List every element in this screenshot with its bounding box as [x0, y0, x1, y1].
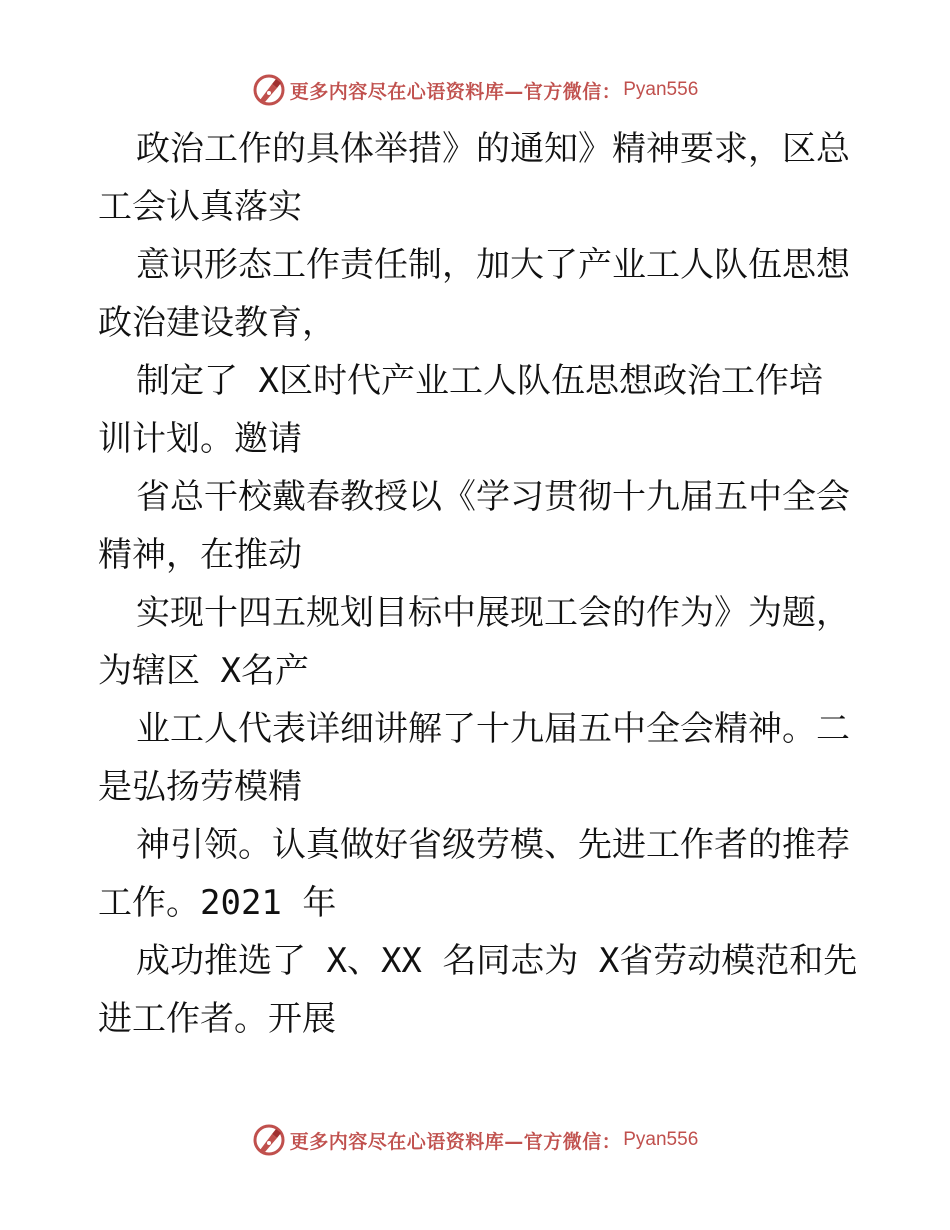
paragraph: [98, 932, 858, 1048]
document-body: [98, 120, 858, 1048]
paragraph-line: 制定了 X区时代产业工人队伍思想政治工作培: [136, 361, 823, 401]
paragraph: [98, 236, 858, 352]
paragraph-line: 为辖区 X名产: [98, 651, 309, 691]
paragraph: [98, 700, 858, 816]
paragraph-line: 工作。2021 年: [98, 883, 337, 923]
paragraph: [98, 584, 858, 700]
paragraph-line: 实现十四五规划目标中展现工会的作为》为题，: [136, 593, 850, 633]
paragraph: [98, 120, 858, 236]
paragraph-line: 成功推选了 X、XX 名同志为 X省劳动模范和先: [136, 941, 858, 981]
pen-nib-logo-icon: [252, 73, 286, 107]
paragraph: [98, 468, 858, 584]
paragraph-line: 政治建设教育，: [98, 303, 336, 343]
paragraph-line: 训计划。邀请: [98, 419, 302, 459]
paragraph: [98, 352, 858, 468]
banner-text: 更多内容尽在心语资料库—官方微信：: [289, 80, 622, 103]
paragraph-line: 政治工作的具体举措》的通知》精神要求，区总: [136, 129, 850, 169]
banner-brand: Pyan556: [623, 1129, 699, 1150]
paragraph-line: 省总干校戴春教授以《学习贯彻十九届五中全会: [136, 477, 850, 517]
banner-text: 更多内容尽在心语资料库—官方微信：: [289, 1130, 622, 1153]
paragraph-line: 神引领。认真做好省级劳模、先进工作者的推荐: [136, 825, 850, 865]
paragraph: [98, 816, 858, 932]
header-banner: [0, 70, 950, 110]
paragraph-line: 业工人代表详细讲解了十九届五中全会精神。二: [136, 709, 850, 749]
paragraph-line: 工会认真落实: [98, 187, 302, 227]
paragraph-line: 进工作者。开展: [98, 999, 336, 1039]
pen-nib-logo-icon: [252, 1123, 286, 1157]
footer-banner: [0, 1120, 950, 1160]
paragraph-line: 是弘扬劳模精: [98, 767, 302, 807]
banner-brand: Pyan556: [623, 79, 699, 100]
paragraph-line: 精神，在推动: [98, 535, 302, 575]
paragraph-line: 意识形态工作责任制，加大了产业工人队伍思想: [136, 245, 850, 285]
